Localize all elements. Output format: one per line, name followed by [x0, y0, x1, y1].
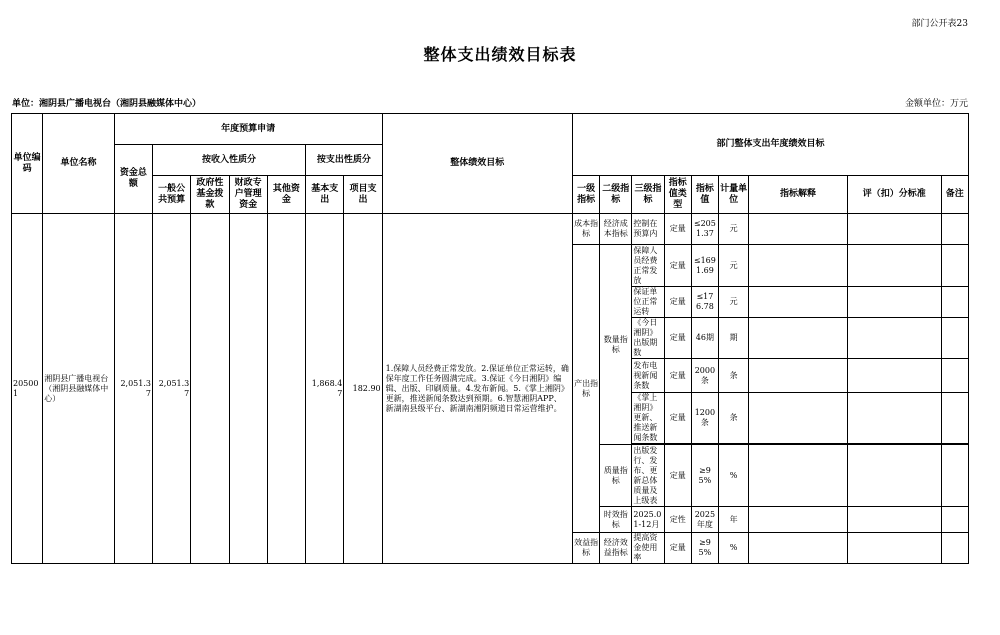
indicator-value: 2025年度: [691, 507, 718, 533]
header-basic-expense: 基本支出: [306, 176, 344, 214]
indicator-name: 出版发行、发布、更新总体质量及上级表: [632, 445, 664, 507]
header-dept-goal: 部门整体支出年度绩效目标: [572, 114, 968, 176]
indicator-name: 保证单位正常运转: [632, 287, 664, 318]
indicator-scoring: [847, 359, 941, 393]
level2-economic-cost: 经济成本指标: [600, 214, 632, 245]
indicator-scoring: [847, 393, 941, 444]
unit-line: 单位：湘阴县广播电视台（湘阴县融媒体中心）: [12, 99, 202, 109]
indicator-type: 定性: [664, 507, 691, 533]
indicator-value: ≤1691.69: [691, 245, 718, 287]
indicator-scoring: [847, 214, 941, 245]
indicator-remark: [941, 533, 968, 564]
indicator-explanation: [749, 533, 848, 564]
indicator-unit: %: [718, 445, 748, 507]
header-unit-name: 单位名称: [43, 114, 115, 214]
special-fund-cell: [229, 214, 267, 564]
unit-code-cell: 205001: [12, 214, 43, 564]
general-budget-cell: 2,051.37: [153, 214, 191, 564]
indicator-type: 定量: [664, 245, 691, 287]
indicator-value: ≥95%: [691, 445, 718, 507]
indicator-type: 定量: [664, 318, 691, 359]
indicator-unit: %: [718, 533, 748, 564]
header-project-expense: 项目支出: [344, 176, 382, 214]
indicator-scoring: [847, 287, 941, 318]
header-special-fund: 财政专户管理资金: [229, 176, 267, 214]
header-level3: 三级指标: [632, 176, 664, 214]
indicator-type: 定量: [664, 287, 691, 318]
indicator-explanation: [749, 318, 848, 359]
level2-timeliness: 时效指标: [600, 507, 632, 533]
indicator-remark: [941, 318, 968, 359]
level2-quality: 质量指标: [600, 445, 632, 507]
indicator-scoring: [847, 533, 941, 564]
indicator-unit: 元: [718, 287, 748, 318]
table-row: [12, 214, 969, 245]
header-scoring: 评（扣）分标准: [847, 176, 941, 214]
indicator-name: 提高资金使用率: [632, 533, 664, 564]
indicator-type: 定量: [664, 533, 691, 564]
indicator-name: 《掌上湘阴》更新、推送新闻条数: [632, 393, 664, 444]
indicator-value: ≤2051.37: [691, 214, 718, 245]
indicator-unit: 条: [718, 393, 748, 444]
unit-name-cell: 湘阴县广播电视台（湘阴县融媒体中心）: [43, 214, 115, 564]
indicator-name: 控制在预算内: [632, 214, 664, 245]
indicator-unit: 元: [718, 214, 748, 245]
level1-output: 产出指标: [572, 245, 599, 533]
indicator-remark: [941, 359, 968, 393]
level1-cost: 成本指标: [572, 214, 599, 245]
indicator-explanation: [749, 214, 848, 245]
header-value-type: 指标值类型: [664, 176, 691, 214]
amount-unit: 金额单位：万元: [904, 99, 968, 109]
indicator-remark: [941, 214, 968, 245]
indicator-type: 定量: [664, 393, 691, 444]
header-annual-budget: 年度预算申请: [114, 114, 382, 145]
indicator-unit: 年: [718, 507, 748, 533]
indicator-name: 发布电视新闻条数: [632, 359, 664, 393]
indicator-remark: [941, 393, 968, 444]
header-level1: 一级指标: [572, 176, 599, 214]
indicator-remark: [941, 445, 968, 507]
header-value: 指标值: [691, 176, 718, 214]
indicator-value: 2000条: [691, 359, 718, 393]
level1-benefit: 效益指标: [572, 533, 599, 564]
header-by-income: 按收入性质分: [153, 145, 306, 176]
indicator-scoring: [847, 318, 941, 359]
basic-expense-cell: 1,868.47: [306, 214, 344, 564]
page-title: 整体支出绩效目标表: [423, 45, 577, 64]
table-number-label: 部门公开表23: [911, 19, 968, 29]
header-general-budget: 一般公共预算: [153, 176, 191, 214]
indicator-unit: 元: [718, 245, 748, 287]
header-remark: 备注: [941, 176, 968, 214]
indicator-unit: 条: [718, 359, 748, 393]
indicator-explanation: [749, 393, 848, 444]
project-expense-cell: 182.90: [344, 214, 382, 564]
performance-table: [11, 113, 969, 564]
indicator-remark: [941, 507, 968, 533]
level2-economic-benefit: 经济效益指标: [600, 533, 632, 564]
indicator-value: 46期: [691, 318, 718, 359]
other-fund-cell: [267, 214, 305, 564]
indicator-remark: [941, 287, 968, 318]
indicator-scoring: [847, 507, 941, 533]
indicator-explanation: [749, 245, 848, 287]
indicator-value: 1200条: [691, 393, 718, 444]
indicator-name: 保障人员经费正常发放: [632, 245, 664, 287]
header-overall-goal: 整体绩效目标: [382, 114, 572, 214]
indicator-name: 《今日湘阴》出版期数: [632, 318, 664, 359]
indicator-value: ≥95%: [691, 533, 718, 564]
gov-fund-cell: [191, 214, 229, 564]
header-other-fund: 其他资金: [267, 176, 305, 214]
header-by-expense: 按支出性质分: [306, 145, 383, 176]
header-unit-code: 单位编码: [12, 114, 43, 214]
indicator-explanation: [749, 287, 848, 318]
indicator-scoring: [847, 445, 941, 507]
header-total-funds: 资金总额: [114, 145, 152, 214]
indicator-type: 定量: [664, 445, 691, 507]
indicator-type: 定量: [664, 359, 691, 393]
indicator-scoring: [847, 245, 941, 287]
overall-goal-cell: 1.保障人员经费正常发放。2.保证单位正常运转，确保年度工作任务圆满完成。3.保证《今日湘阴》编辑、出版、印刷质量。4.发布新闻。5.《掌上湘阴》更新，推送新闻条数达到预期。6.智慧湘阴APP、新湖南县级平台、新湖南湘阴频道日常运营维护。: [382, 214, 572, 564]
indicator-value: ≤176.78: [691, 287, 718, 318]
total-funds-cell: 2,051.37: [114, 214, 152, 564]
header-explanation: 指标解释: [749, 176, 848, 214]
header-level2: 二级指标: [600, 176, 632, 214]
header-gov-fund: 政府性基金拨款: [191, 176, 229, 214]
indicator-explanation: [749, 359, 848, 393]
indicator-type: 定量: [664, 214, 691, 245]
indicator-remark: [941, 245, 968, 287]
indicator-explanation: [749, 445, 848, 507]
header-measure-unit: 计量单位: [718, 176, 748, 214]
indicator-name: 2025.01-12月: [632, 507, 664, 533]
indicator-explanation: [749, 507, 848, 533]
level2-quantity: 数量指标: [600, 245, 632, 445]
indicator-unit: 期: [718, 318, 748, 359]
